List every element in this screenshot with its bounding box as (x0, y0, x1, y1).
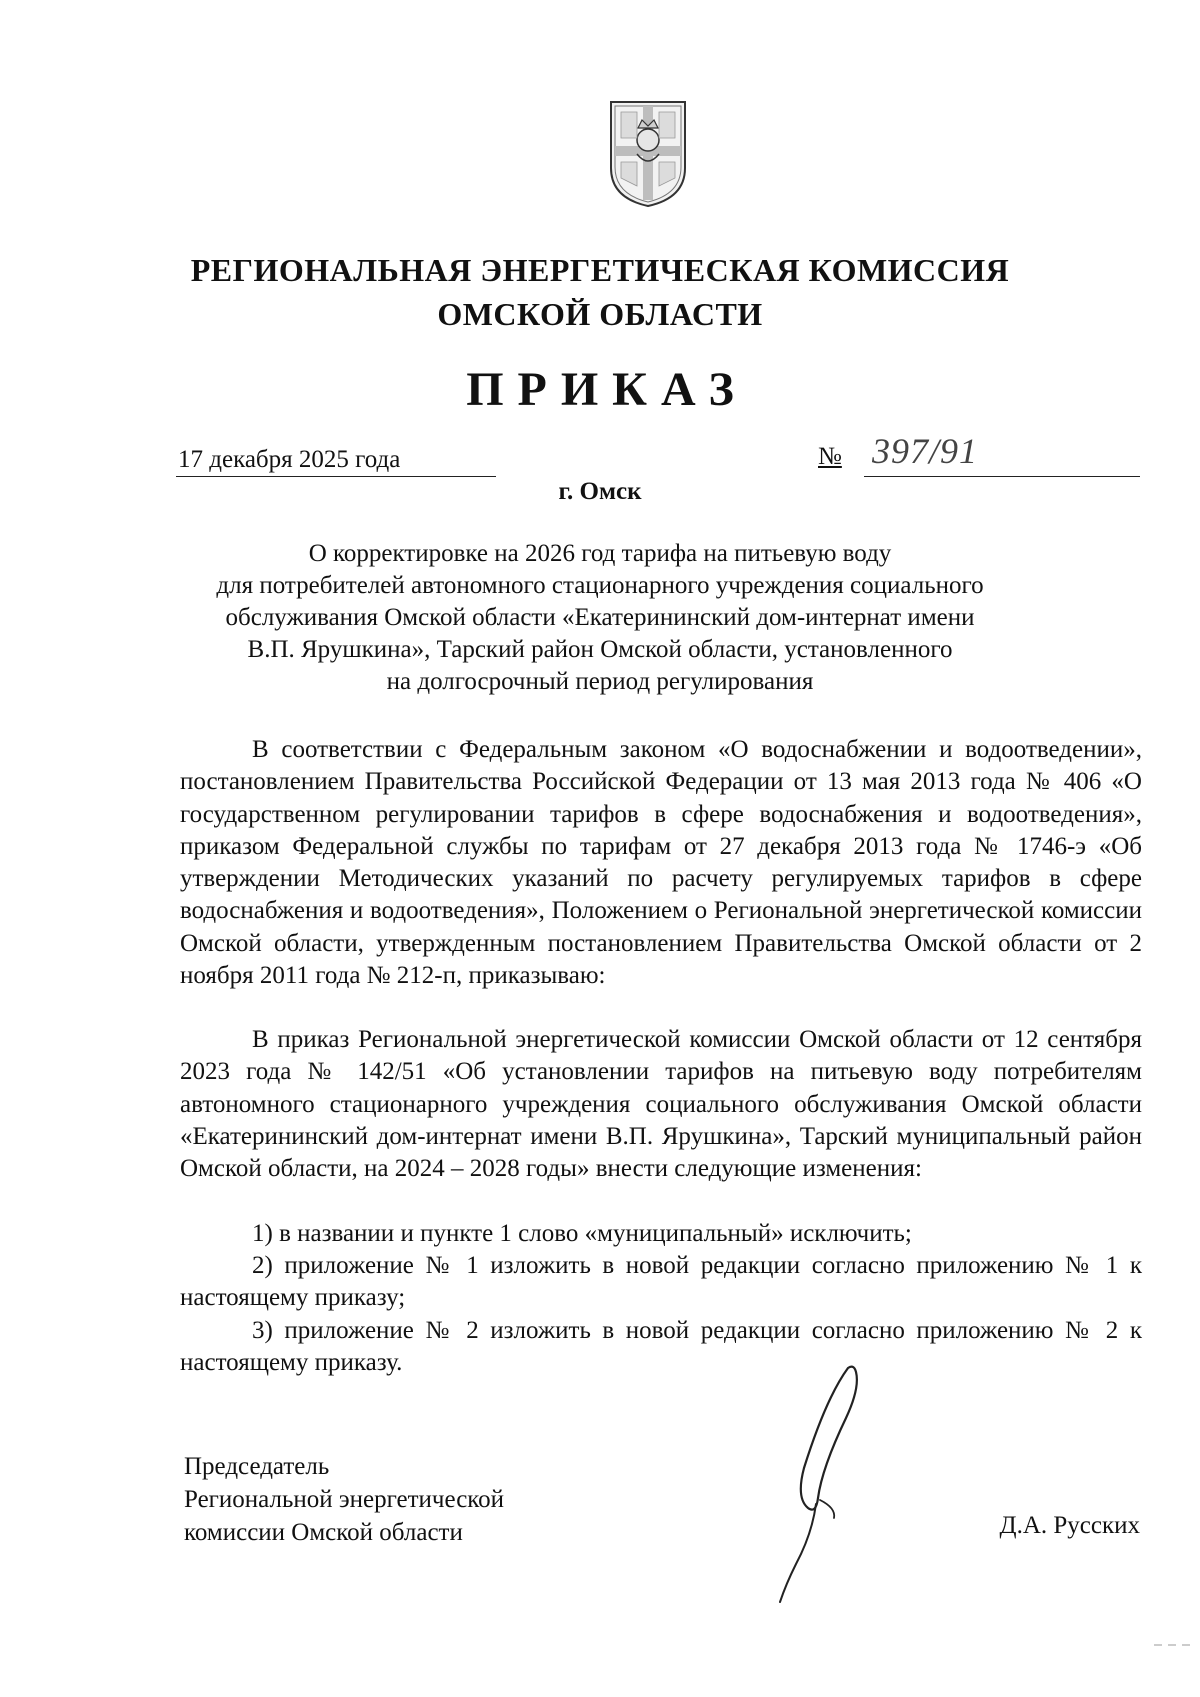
coat-of-arms-emblem (607, 98, 689, 210)
signer-position-line: Региональной энергетической (184, 1486, 505, 1513)
signer-position-line: Председатель (184, 1453, 330, 1480)
document-date: 17 декабря 2025 года (178, 446, 401, 473)
subject-line: В.П. Ярушкина», Тарский район Омской области, установленного (247, 636, 953, 663)
date-underline (176, 476, 496, 477)
document-number: 397/91 (872, 431, 979, 471)
scan-artifact-marks (1152, 1640, 1192, 1650)
document-type-title: ПРИКАЗ (466, 363, 748, 416)
subject-line: для потребителей автономного стационарного учреждения социального (216, 572, 984, 599)
document-subject (150, 538, 1050, 698)
subject-line: на долгосрочный период регулирования (386, 668, 814, 695)
handwritten-signature (756, 1358, 896, 1608)
subject-line: обслуживания Омской области «Екатерининский дом-интернат имени (225, 604, 975, 631)
signer-position (184, 1450, 504, 1549)
document-city: г. Омск (558, 478, 642, 505)
signer-name: Д.А. Русских (999, 1512, 1140, 1539)
organization-name-line1: РЕГИОНАЛЬНАЯ ЭНЕРГЕТИЧЕСКАЯ КОМИССИЯ (190, 252, 1010, 288)
subject-line: О корректировке на 2026 год тарифа на питьевую воду (308, 540, 892, 567)
number-label: № (818, 443, 842, 470)
amendment-item-3: 3) приложение № 2 изложить в новой редакции согласно приложению № 2 к настоящему приказу. (180, 1317, 1142, 1377)
body-paragraph-preamble: В соответствии с Федеральным законом «О водоснабжении и водоотведении», постановлением Правительства Российской Федерации от 13 мая 2013 года № 406 «О государственном регулировании тарифов в сфере водоснабжения и водоотведения», приказом Федеральной службы по тарифам от 27 декабря 2013 года № 1746-э «Об утверждении Методических указаний по расчету регулируемых тарифов в сфере водоснабжения и водоотведения», Положением о Региональной энергетической комиссии Омской области, утвержденным постановлением Правительства Омской области от 2 ноября 2011 года № 212-п, приказываю: (180, 736, 1142, 990)
amendment-item-2: 2) приложение № 1 изложить в новой редакции согласно приложению № 1 к настоящему приказу; (180, 1252, 1142, 1312)
signer-position-line: комиссии Омской области (184, 1519, 463, 1546)
amendment-item-1: 1) в названии и пункте 1 слово «муниципальный» исключить; (252, 1220, 912, 1247)
number-underline (864, 476, 1140, 477)
body-paragraph-amendment: В приказ Региональной энергетической комиссии Омской области от 12 сентября 2023 года № 142/51 «Об установлении тарифов на питьевую воду потребителям автономного стационарного учреждения социального обслуживания Омской области «Екатерининский дом-интернат имени В.П. Ярушкина», Тарский муниципальный район Омской области, на 2024 – 2028 годы» внести следующие изменения: (180, 1026, 1142, 1183)
organization-name-line2: ОМСКОЙ ОБЛАСТИ (437, 296, 763, 332)
